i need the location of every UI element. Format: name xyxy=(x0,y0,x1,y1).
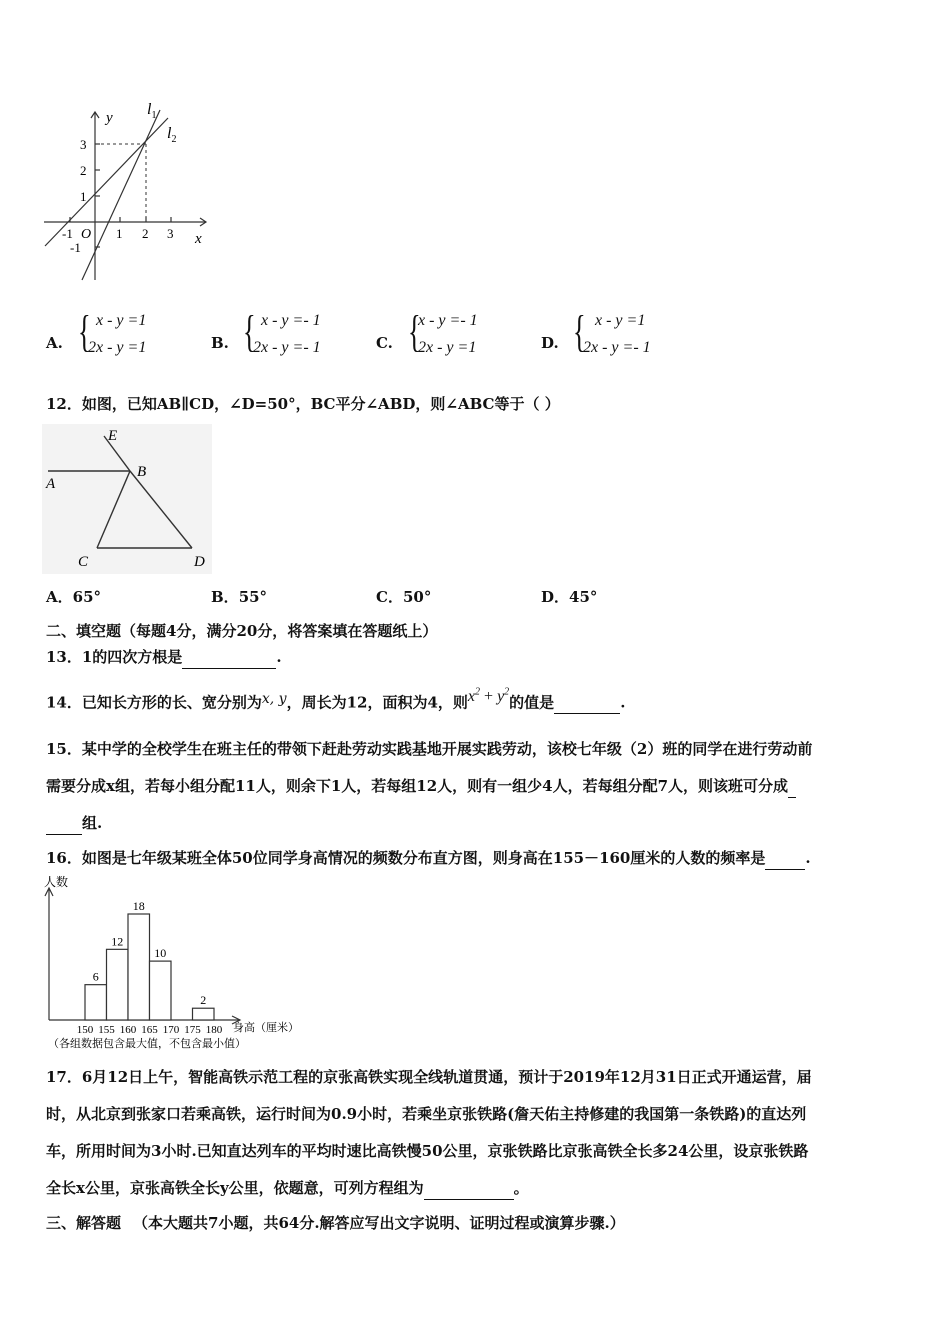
q16-histogram xyxy=(40,874,320,1056)
q12-option-c[interactable]: C．50° xyxy=(376,588,432,606)
answer-blank[interactable] xyxy=(46,812,82,835)
q12-triangle-figure xyxy=(42,424,212,574)
answer-blank[interactable] xyxy=(182,646,276,669)
histogram-value-label: 6 xyxy=(92,969,99,984)
x-tick-3: 3 xyxy=(167,226,174,241)
section-3-heading: 三、解答题 （本大题共7小题，共64分.解答应写出文字说明、证明过程或演算步骤.） xyxy=(46,1214,625,1232)
q11-coordinate-graph xyxy=(40,98,220,288)
q11-option-b[interactable]: B. { x - y =- 1 2x - y =- 1 xyxy=(211,307,321,356)
q15-line-3: 组. xyxy=(46,812,102,835)
histogram-bar-155-160 xyxy=(107,949,129,1020)
q15-line-1: 15．某中学的全校学生在班主任的带领下赶赴劳动实践基地开展实践劳动，该校七年级（2）班的同学在进行劳动前 xyxy=(46,740,813,758)
answer-blank[interactable] xyxy=(765,847,805,870)
q17-line-2: 时，从北京到张家口若乘高铁，运行时间为0.9小时，若乘坐京张铁路(詹天佑主持修建的我国第一条铁路)的直达列 xyxy=(46,1105,807,1123)
histogram-value-label: 12 xyxy=(111,934,124,949)
equation: x - y =1 xyxy=(96,312,147,329)
q12-option-b[interactable]: B．55° xyxy=(211,588,268,606)
equation: 2x - y =1 xyxy=(88,339,147,356)
point-c-label: C xyxy=(78,554,89,570)
section-2-heading: 二、填空题（每题4分，满分20分，将答案填在答题纸上） xyxy=(46,622,438,640)
q12-option-a[interactable]: A．65° xyxy=(46,588,102,606)
equation: x - y =- 1 xyxy=(418,312,478,329)
equation: 2x - y =1 xyxy=(418,339,477,356)
equation: x - y =- 1 xyxy=(261,312,321,329)
point-e-label: E xyxy=(108,428,118,444)
histogram-value-label: 10 xyxy=(154,946,167,961)
histogram-tick-label: 150 xyxy=(76,1024,94,1036)
line-l2-label: $l_2$ xyxy=(167,125,177,145)
equation: 2x - y =- 1 xyxy=(253,339,321,356)
point-a-label: A xyxy=(46,476,56,492)
histogram-tick-label: 180 xyxy=(205,1024,223,1036)
histogram-bar-175-180 xyxy=(193,1008,215,1020)
y-axis-label: y xyxy=(106,110,113,126)
x-tick-neg1: -1 xyxy=(62,226,73,241)
histogram-note: （各组数据包含最大值，不包含最小值） xyxy=(48,1038,246,1050)
histogram-tick-label: 160 xyxy=(119,1024,137,1036)
q16-question: 16．如图是七年级某班全体50位同学身高情况的频数分布直方图，则身高在155－160厘米的人数的频率是 . xyxy=(46,847,811,870)
histogram-bar-165-170 xyxy=(150,961,172,1020)
histogram-bar-160-165 xyxy=(128,914,150,1020)
equation: 2x - y =- 1 xyxy=(583,339,651,356)
histogram-tick-label: 170 xyxy=(162,1024,180,1036)
q15-line-2: 需要分成x组，若每小组分配11人，则余下1人，若每组12人，则有一组少4人，若每组分配7人，则该班可分成 xyxy=(46,775,796,798)
histogram-tick-label: 175 xyxy=(184,1024,201,1036)
q11-option-c[interactable]: C. { x - y =- 1 2x - y =1 xyxy=(376,307,478,356)
q17-line-3: 车，所用时间为3小时.已知直达列车的平均时速比高铁慢50公里，京张铁路比京张高铁全长多24公里，设京张铁路 xyxy=(46,1142,809,1160)
q12-options xyxy=(46,586,906,608)
q11-options xyxy=(46,307,906,364)
q11-option-a[interactable]: A. { x - y =1 2x - y =1 xyxy=(46,307,147,356)
y-tick-neg1: -1 xyxy=(70,240,81,255)
y-tick-2: 2 xyxy=(80,163,87,178)
histogram-x-label: 身高（厘米） xyxy=(233,1022,299,1034)
q13-question: 13．1的四次方根是 . xyxy=(46,646,282,669)
x-tick-2: 2 xyxy=(142,226,149,241)
equation: x - y =1 xyxy=(595,312,646,329)
point-b-label: B xyxy=(137,464,147,480)
histogram-bar-150-155 xyxy=(85,985,107,1020)
answer-blank[interactable] xyxy=(788,775,796,798)
q12-option-d[interactable]: D．45° xyxy=(541,588,598,606)
x-tick-1: 1 xyxy=(116,226,123,241)
q17-line-1: 17．6月12日上午，智能高铁示范工程的京张高铁实现全线轨道贯通，预计于2019年12月31日正式开通运营，届 xyxy=(46,1068,812,1086)
histogram-value-label: 2 xyxy=(200,993,207,1008)
y-tick-3: 3 xyxy=(80,137,87,152)
answer-blank[interactable] xyxy=(554,691,620,714)
origin-label: O xyxy=(81,227,92,242)
line-l1-label: $l_1$ xyxy=(147,101,157,121)
histogram-value-label: 18 xyxy=(132,899,145,913)
answer-blank[interactable] xyxy=(424,1177,514,1200)
q14-question: 14．已知长方形的长、宽分别为x, y，周长为12，面积为4，则$x^2 + y^2$的值是 . xyxy=(46,688,625,714)
y-tick-1: 1 xyxy=(80,189,87,204)
q17-line-4: 全长x公里，京张高铁全长y公里，依题意，可列方程组为 。 xyxy=(46,1177,529,1200)
q11-option-d[interactable]: D. { x - y =1 2x - y =- 1 xyxy=(541,307,651,356)
x-axis-label: x xyxy=(195,231,202,247)
histogram-tick-label: 165 xyxy=(141,1024,158,1036)
histogram-y-label: 人数 xyxy=(44,875,69,889)
point-d-label: D xyxy=(194,554,205,570)
histogram-tick-label: 155 xyxy=(98,1024,115,1036)
q12-question: 12．如图，已知AB∥CD，∠D=50°，BC平分∠ABD，则∠ABC等于（ ） xyxy=(46,395,560,413)
